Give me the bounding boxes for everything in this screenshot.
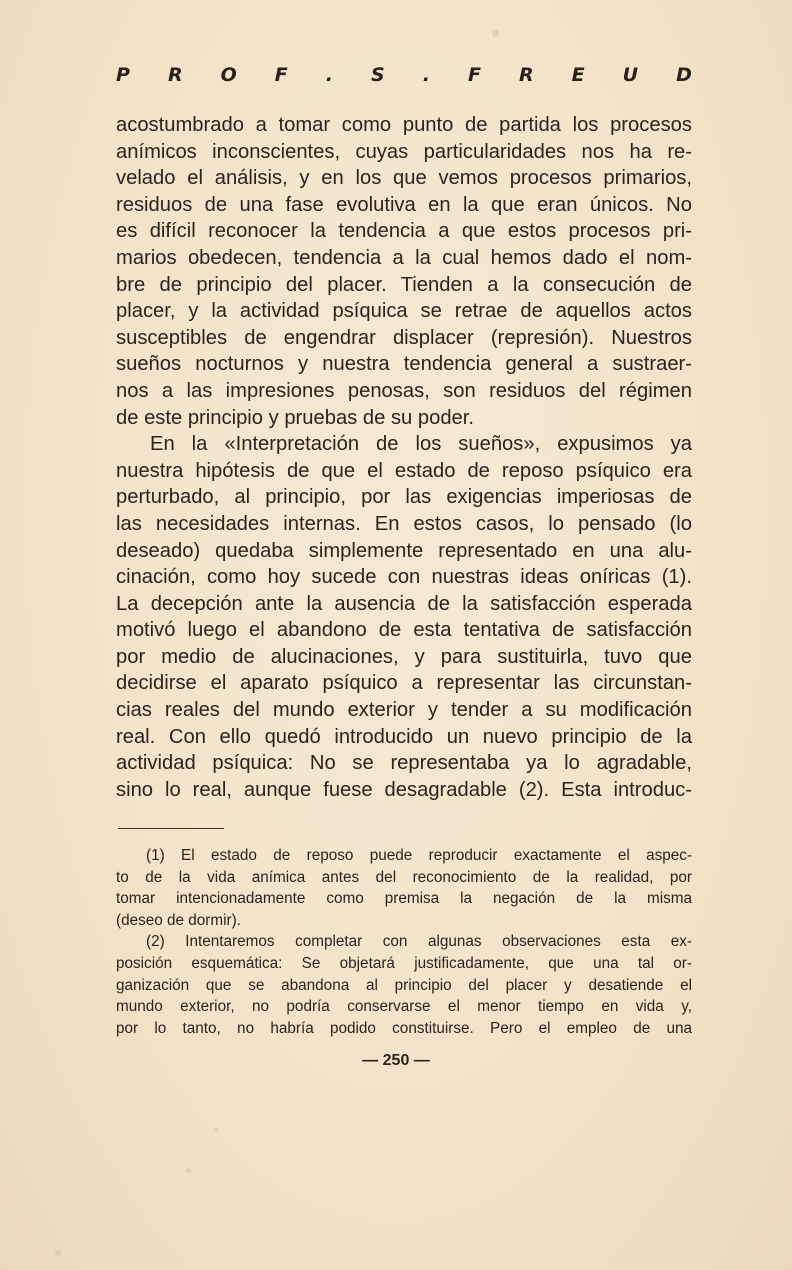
- header-letter: S: [371, 64, 385, 86]
- paper-speck: [186, 1168, 191, 1173]
- header-letter: U: [622, 64, 639, 86]
- body-line: placer, y la actividad psíquica se retrae de aquellos actos: [116, 300, 692, 323]
- paper-speck: [492, 30, 499, 37]
- body-line: de este principio y pruebas de su poder.: [116, 406, 475, 429]
- footnote-line: mundo exterior, no podría conservarse el menor tiempo en vida y,: [116, 998, 692, 1016]
- running-header: [116, 64, 692, 90]
- body-line: bre de principio del placer. Tienden a la consecución de: [116, 273, 692, 296]
- header-letter: F: [274, 64, 288, 86]
- footnote-1: [116, 845, 692, 931]
- body-line: marios obedecen, tendencia a la cual hemos dado el nom-: [116, 246, 692, 269]
- body-line: anímicos inconscientes, cuyas particularidades nos ha re-: [116, 140, 692, 163]
- body-line: decidirse el aparato psíquico a representar las circunstan-: [116, 672, 692, 695]
- body-line: deseado) quedaba simplemente representado en una alu-: [116, 539, 692, 562]
- footnote-line: por lo tanto, no habría podido constituirse. Pero el empleo de una: [116, 1019, 692, 1037]
- header-letter: O: [220, 64, 237, 86]
- body-line: actividad psíquica: No se representaba ya lo agradable,: [116, 752, 692, 775]
- footnote-line: to de la vida anímica antes del reconocimiento de la realidad, por: [116, 868, 692, 886]
- footnote-line: ganización que se abandona al principio del placer y desatiende el: [116, 976, 692, 994]
- body-line: En la «Interpretación de los sueños», expusimos ya: [150, 433, 692, 456]
- header-letter: P: [116, 64, 130, 86]
- header-letter: .: [325, 64, 333, 86]
- footnote-line: (deseo de dormir).: [116, 911, 241, 929]
- body-line: La decepción ante la ausencia de la satisfacción esperada: [116, 592, 692, 615]
- footnote-line: (1) El estado de reposo puede reproducir exactamente el aspec-: [146, 847, 692, 864]
- footnote-line: tomar intencionadamente como premisa la negación de la misma: [116, 890, 692, 908]
- header-letter: E: [571, 64, 585, 86]
- body-line: velado el análisis, y en los que vemos procesos primarios,: [116, 167, 692, 190]
- body-line: acostumbrado a tomar como punto de partida los procesos: [116, 114, 692, 136]
- footnote-line: (2) Intentaremos completar con algunas observaciones esta ex-: [146, 933, 692, 951]
- body-line: nos a las impresiones penosas, son residuos del régimen: [116, 379, 692, 402]
- body-line: por medio de alucinaciones, y para sustituirla, tuvo que: [116, 645, 692, 668]
- body-line: sino lo real, aunque fuese desagradable (2). Esta introduc-: [116, 778, 692, 801]
- page-number: — 250 —: [362, 1052, 430, 1069]
- body-text: [116, 112, 692, 803]
- body-line: perturbado, al principio, por las exigencias imperiosas de: [116, 486, 692, 509]
- paper-speck: [55, 1250, 61, 1256]
- body-line: nuestra hipótesis de que el estado de reposo psíquico era: [116, 459, 692, 482]
- body-line: las necesidades internas. En estos casos, lo pensado (lo: [116, 512, 692, 535]
- footnotes: [116, 845, 692, 1039]
- body-line: cias reales del mundo exterior y tender a su modificación: [116, 699, 692, 722]
- footnote-2: [116, 931, 692, 1039]
- body-line: motivó luego el abandono de esta tentativa de satisfacción: [116, 619, 692, 642]
- footnote-line: posición esquemática: Se objetará justificadamente, que una tal or-: [116, 954, 692, 972]
- header-letter: D: [676, 64, 692, 86]
- header-letter: F: [467, 64, 481, 86]
- body-line: cinación, como hoy sucede con nuestras ideas oníricas (1).: [116, 566, 692, 589]
- header-letter: R: [167, 64, 183, 86]
- body-line: residuos de una fase evolutiva en la que eran únicos. No: [116, 193, 692, 216]
- header-letter: .: [422, 64, 430, 86]
- footnote-divider: [118, 828, 224, 829]
- body-line: real. Con ello quedó introducido un nuevo principio de la: [116, 725, 692, 748]
- body-line: susceptibles de engendrar displacer (represión). Nuestros: [116, 326, 692, 349]
- body-line: sueños nocturnos y nuestra tendencia general a sustraer-: [116, 353, 692, 376]
- paper-speck: [214, 1128, 218, 1132]
- header-letter: R: [518, 64, 534, 86]
- body-line: es difícil reconocer la tendencia a que estos procesos pri-: [116, 220, 692, 243]
